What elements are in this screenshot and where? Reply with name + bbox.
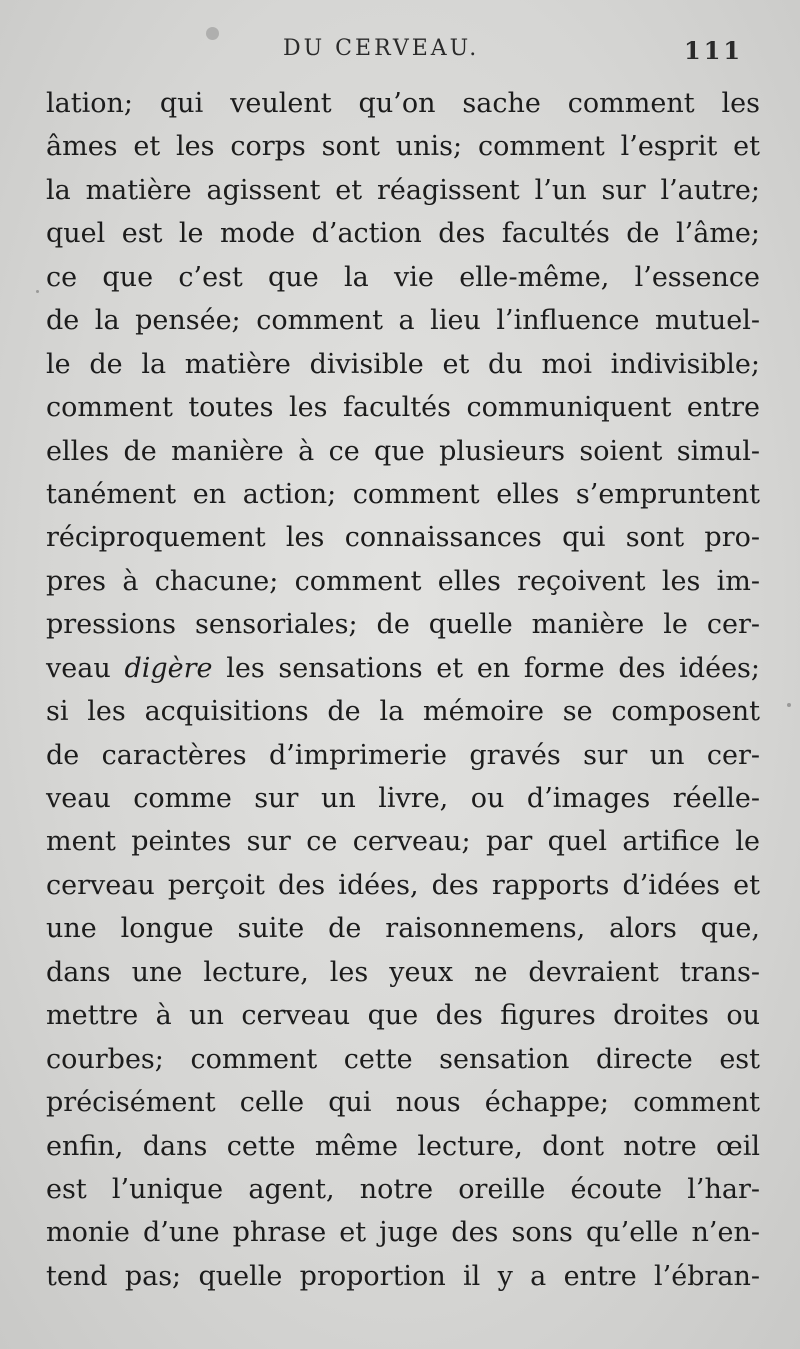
text-run: ment peintes sur ce cerveau; par quel artifice le	[46, 826, 760, 858]
text-line	[46, 256, 760, 299]
text-line	[46, 951, 760, 994]
text-line	[46, 690, 760, 733]
ink-speck	[787, 703, 791, 707]
text-run: précisément celle qui nous échappe; comment	[46, 1087, 760, 1119]
text-line	[46, 603, 760, 646]
text-line	[46, 820, 760, 863]
text-line	[46, 1038, 760, 1081]
text-line	[46, 473, 760, 516]
text-run: enfin, dans cette même lecture, dont notre œil	[46, 1130, 760, 1162]
text-run: si les acquisitions de la mémoire se composent	[46, 696, 760, 728]
text-line	[46, 430, 760, 473]
text-line	[46, 734, 760, 777]
text-run: le de la matière divisible et du moi indivisible;	[46, 348, 760, 380]
text-run: pres à chacune; comment elles reçoivent les im-	[46, 565, 760, 597]
text-run: mettre à un cerveau que des figures droites ou	[46, 1000, 760, 1032]
italic-word: digère	[124, 652, 213, 684]
text-run: une longue suite de raisonnemens, alors que,	[46, 913, 760, 945]
text-line	[46, 647, 760, 690]
text-line	[46, 1081, 760, 1124]
text-run: cerveau perçoit des idées, des rapports d’idées et	[46, 869, 760, 901]
text-run: elles de manière à ce que plusieurs soient simul-	[46, 435, 760, 467]
text-line	[46, 516, 760, 559]
body-paragraph	[46, 82, 760, 1298]
text-run: de la pensée; comment a lieu l’influence mutuel-	[46, 305, 760, 337]
text-run: monie d’une phrase et juge des sons qu’elle n’en-	[46, 1217, 760, 1249]
text-line	[46, 212, 760, 255]
text-line	[46, 386, 760, 429]
page-number: 111	[684, 36, 744, 65]
text-run: veau comme sur un livre, ou d’images réelle-	[46, 783, 760, 814]
text-run: de caractères d’imprimerie gravés sur un cer-	[46, 739, 760, 771]
text-run: réciproquement les connaissances qui sont pro-	[46, 522, 760, 554]
text-line	[46, 560, 760, 603]
text-line	[46, 343, 760, 386]
text-line	[46, 82, 760, 125]
text-run: pressions sensoriales; de quelle manière le cer-	[46, 609, 760, 641]
running-title: DU CERVEAU.	[283, 36, 480, 61]
ink-speck	[36, 290, 39, 293]
text-run: la matière agissent et réagissent l’un sur l’autre;	[46, 174, 760, 206]
text-line	[46, 994, 760, 1037]
text-line	[46, 1211, 760, 1254]
text-line	[46, 907, 760, 950]
text-run: quel est le mode d’action des facultés de l’âme;	[46, 218, 760, 250]
text-run: est l’unique agent, notre oreille écoute l’har-	[46, 1173, 760, 1205]
text-line	[46, 1125, 760, 1168]
running-header	[0, 32, 800, 72]
text-run: les sensations et en forme des idées;	[212, 652, 760, 684]
text-run: courbes; comment cette sensation directe est	[46, 1043, 760, 1075]
text-line	[46, 125, 760, 168]
text-run: dans une lecture, les yeux ne devraient trans-	[46, 956, 760, 988]
text-run: veau	[46, 652, 125, 684]
text-run: tanément en action; comment elles s’empruntent	[46, 478, 760, 510]
text-line	[46, 864, 760, 907]
text-line	[46, 169, 760, 212]
text-run: comment toutes les facultés communiquent entre	[46, 392, 760, 424]
text-line	[46, 299, 760, 342]
text-run: ce que c’est que la vie elle-même, l’essence	[46, 261, 760, 293]
text-line	[46, 1168, 760, 1211]
text-run: tend pas; quelle proportion il y a entre l’ébran-	[46, 1260, 760, 1292]
text-line	[46, 777, 760, 820]
text-run: lation; qui veulent qu’on sache comment les	[46, 88, 760, 119]
text-line	[46, 1255, 760, 1298]
text-run: âmes et les corps sont unis; comment l’esprit et	[46, 131, 760, 163]
